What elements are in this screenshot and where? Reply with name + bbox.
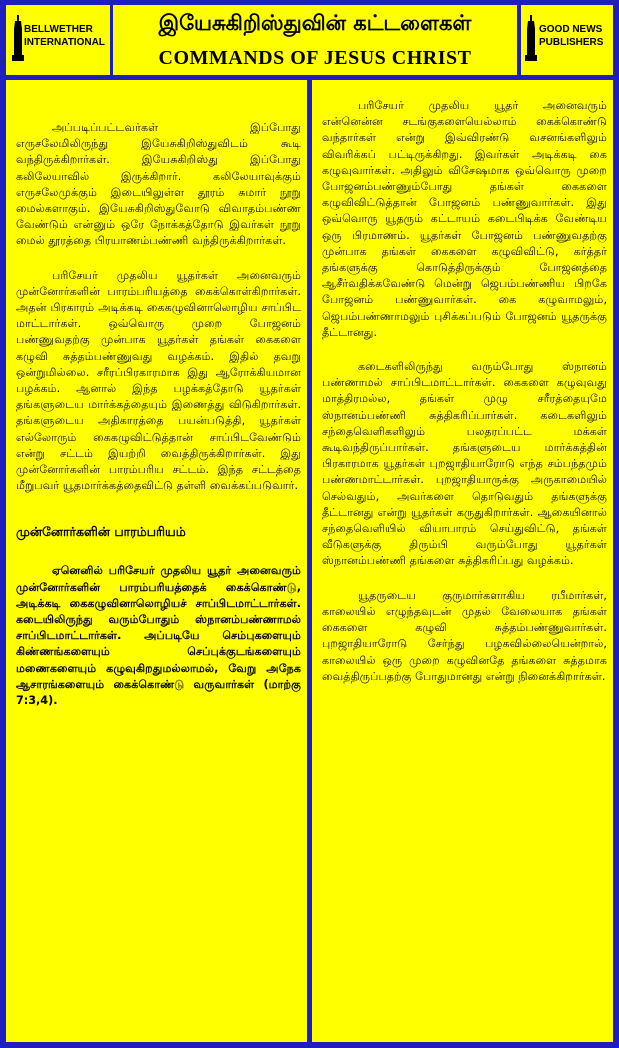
left-paragraph-1: அப்படிப்பட்டவர்கள் இப்போது எருசலேமிலிருந்து இயேசுகிறிஸ்துவிடம் கூடி வந்திருக்கிறார்கள். இயேசுகிறிஸ்து இப்போது கலிலேயாவில் இருக்கிறார். கலிலேயாவுக்கும் எருசலேமுக்கும் இடையிலுள்ள தூரம் சுமார் நூறு மைல்களாகும். இயேசுகிறிஸ்துவோடு விவாதம்பண்ண வேண்டும் என்னும் ஒரே நோக்கத்தோடு இவர்கள் நூறு மைல் தூரத்தை பிரயாணம்பண்ணி வந்திருக்கிறார்கள். — [16, 121, 301, 248]
page-title-tamil: இயேசுகிறிஸ்துவின் கட்டளைகள் — [158, 11, 472, 35]
scripture-quote: ஏனெனில் பரிசேயர் முதலிய யூதர் அனைவரும் முன்னோர்களின் பாரம்பரியத்தைக் கைக்கொண்டு, அடிக்கடி கைகழுவினாலொழியச் சாப்பிடமாட்டார்கள். கடையிலிருந்து வரும்போதும் ஸ்நானம்பண்ணாமல் சாப்பிடமாட்டார்கள். அப்படியே செம்புகளையும் கிண்ணங்களையும் செப்புக்குடங்களையும் மணைகளையும் கழுவுகிறதுமல்லாமல், வேறு அநேக ஆசாரங்களையும் கைக்கொண்டு வருவார்கள் (மாற்கு 7:3,4). — [16, 564, 301, 708]
right-paragraph-1: பரிசேயர் முதலிய யூதர் அனைவரும் என்னென்ன சடங்குகளையெல்லாம் கைக்கொண்டு வந்தார்கள் என்று இவ்விரண்டு வசனங்களிலும் விவரிக்கப் பட்டிருக்கிறது. இவர்கள் அடிக்கடி கை கழுவுவார்கள். அதிலும் விசேஷமாக ஒவ்வொரு முறை போஜனம்பண்ணும்போது தங்கள் கைகளை கழுவிவிட்டுத்தான் போஜனம் பண்ணுவார்கள். இது ஒவ்வொரு யூதரும் கட்டாயம் கடைபிடிக்க வேண்டிய ஒரு பிரமாணம். யூதர்கள் போஜனம் பண்ணுவதற்கு முன்பாக தங்கள் கைகளை கழுவிவிட்டு, கர்த்தர் தங்களுக்கு கொடுத்திருக்கும் போஜனத்தை ஆசீர்வதிக்கவேண்டு மென்று ஜெபம்பண்ணிய பிறகே போஜனம் பண்ணுவார்கள். கை கழுவாமலும், ஜெபம்பண்ணாமலும் புசிக்கப்படும் போஜனம் யூதருக்கு தீட்டானது. — [322, 99, 607, 339]
logo-right-line2: PUBLISHERS — [539, 37, 604, 48]
right-column — [312, 80, 613, 1042]
logo-left-line2: INTERNATIONAL — [24, 37, 105, 48]
bell-tower-icon — [525, 15, 537, 63]
title-banner — [113, 5, 517, 75]
right-paragraph-2: கடைகளிலிருந்து வரும்போது ஸ்நானம் பண்ணாமல் சாப்பிடமாட்டார்கள். கைகளை கழுவுவது மாத்திரமல்ல, தங்கள் முழு சரீரத்தையுமே ஸ்நானம்பண்ணி சுத்திகரிப்பார்கள். கடைகளிலும் சந்தைவெளிகளிலும் பலதரப்பட்ட மக்கள் கூடிவந்திருப்பார்கள். தங்களுடைய மார்க்கத்தின் பிரகாரமாக யூதர்கள் புறஜாதியாரோடு எந்த சம்பந்தமும் பண்ணமாட்டார்கள். புறஜாதியாருக்கு அருகாமையில் செல்வதும், அவர்களை தொடுவதும் தங்களுக்கு தீட்டானது என்று யூதர்கள் கருதுகிறார்கள். ஆகையினால் சந்தைவெளியில் வியாபாரம் செய்துவிட்டு, தங்கள் வீடுகளுக்கு திரும்பி வரும்போது யூதர்கள் ஸ்நானம்பண்ணி தங்களை சுத்திகரிப்பது வழக்கம். — [322, 360, 607, 568]
bell-tower-icon — [12, 15, 24, 63]
bellwether-logo — [6, 5, 110, 75]
section-heading: முன்னோர்களின் பாரம்பரியம் — [16, 524, 186, 540]
good-news-logo — [521, 5, 613, 75]
logo-left-line1: BELLWETHER — [24, 24, 93, 35]
logo-right-line1: GOOD NEWS — [539, 24, 603, 35]
page-title-english: COMMANDS OF JESUS CHRIST — [158, 47, 472, 69]
left-column — [6, 80, 307, 1042]
left-paragraph-2: பரிசேயர் முதலிய யூதர்கள் அனைவரும் முன்னோர்களின் பாரம்பரியத்தை கைக்கொள்கிறார்கள். அதன் பிரகாரம் அடிக்கடி கைகழுவினாலொழிய சாப்பிட மாட்டார்கள். ஒவ்வொரு முறை போஜனம் பண்ணுவதற்கு முன்பாக யூதர்கள் தங்கள் கைகளை கழுவி சுத்தம்பண்ணுவது வழக்கம். இதில் தவறு ஒன்றுமில்லை. சரீரப்பிரகாரமாக இது ஆரோக்கியமான பழக்கம். ஆனால் இந்த பழக்கத்தோடு யூதர்கள் தங்களுடைய மார்க்கத்தையும் இணைத்து விடுகிறார்கள். தங்களுடைய அதிகாரத்தை பயன்படுத்தி, யூதர்கள் எல்லோரும் கைகழுவிட்டுத்தான் சாப்பிடவேண்டும் என்று சட்டம் இயற்றி வைத்திருக்கிறார்கள். இது முன்னோர்களின் பாரம்பரிய சட்டம். இந்த சட்டத்தை மீறுபவர் யூதமார்க்கத்தைவிட்டு தள்ளி வைக்கப்படுவார். — [16, 268, 301, 493]
right-paragraph-3: யூதருடைய குருமார்களாகிய ரபீமார்கள், காலையில் எழுந்தவுடன் முதல் வேலையாக தங்கள் கைகளை கழுவி சுத்தம்பண்ணுவார்கள். புறஜாதியாரோடு சேர்ந்து பழகவில்லையென்றால், காலையில் ஒரு முறை கழுவினதே தங்களை சுத்தமாக வைத்திருப்பதற்கு போதுமானது என்று நினைக்கிறார்கள். — [322, 588, 607, 683]
